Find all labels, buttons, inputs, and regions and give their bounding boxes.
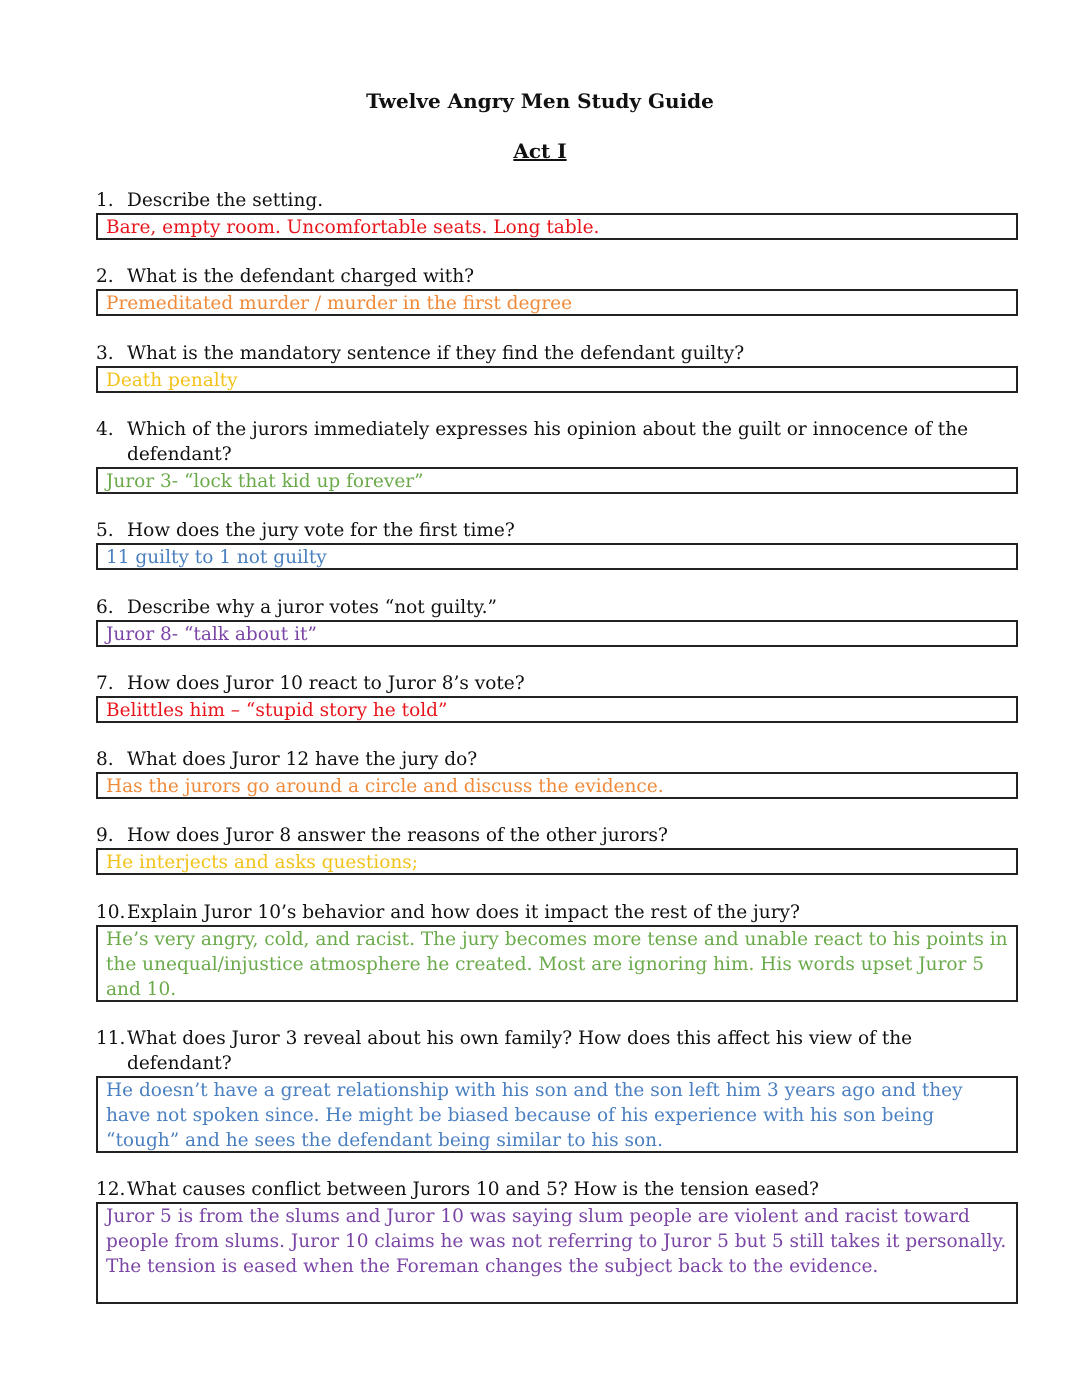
answer-box: He’s very angry, cold, and racist. The jury becomes more tense and unable react to his points in the unequal/injustice atmosphere he created. Most are ignoring him. His words upset Juror 5 and 10. (96, 925, 1018, 1002)
answer-box: Juror 8- “talk about it” (96, 620, 1018, 647)
question-number: 12. (96, 1179, 126, 1200)
question-number: 5. (96, 520, 114, 541)
act-heading: Act I (513, 139, 567, 163)
question-6 (96, 595, 1018, 647)
question-5 (96, 518, 1018, 570)
question-text: Which of the jurors immediately expresses his opinion about the guilt or innocence of the defendant? (127, 419, 969, 465)
question-text: How does Juror 10 react to Juror 8’s vote? (127, 673, 525, 694)
question-number: 1. (96, 190, 114, 211)
question-3 (96, 341, 1018, 393)
answer-box: Has the jurors go around a circle and discuss the evidence. (96, 772, 1018, 799)
question-text: How does Juror 8 answer the reasons of the other jurors? (127, 825, 668, 846)
question-text: Describe why a juror votes “not guilty.” (127, 597, 497, 618)
question-number: 8. (96, 749, 114, 770)
question-text: Explain Juror 10’s behavior and how does it impact the rest of the jury? (127, 902, 800, 923)
question-number: 6. (96, 597, 114, 618)
answer-box: 11 guilty to 1 not guilty (96, 543, 1018, 570)
page-title: Twelve Angry Men Study Guide (366, 89, 714, 113)
question-1 (96, 188, 1018, 240)
answer-box: Belittles him – “stupid story he told” (96, 696, 1018, 723)
answer-box: He doesn’t have a great relationship with his son and the son left him 3 years ago and they have not spoken since. He might be biased because of his experience with his son being “tough” and he sees the defendant being similar to his son. (96, 1076, 1018, 1153)
answer-box: Juror 5 is from the slums and Juror 10 was saying slum people are violent and racist toward people from slums. Juror 10 claims he was not referring to Juror 5 but 5 still takes it personally. The tension is eased when the Foreman changes the subject back to the evidence. (96, 1202, 1018, 1304)
answer-box: Premeditated murder / murder in the first degree (96, 289, 1018, 316)
question-number: 10. (96, 902, 126, 923)
question-8 (96, 747, 1018, 799)
answer-box: He interjects and asks questions; (96, 848, 1018, 875)
question-4 (96, 417, 1018, 494)
question-text: What does Juror 12 have the jury do? (127, 749, 478, 770)
question-number: 7. (96, 673, 114, 694)
question-text: What is the mandatory sentence if they find the defendant guilty? (127, 343, 745, 364)
question-text: Describe the setting. (127, 190, 324, 211)
question-number: 3. (96, 343, 114, 364)
question-number: 9. (96, 825, 114, 846)
question-11 (96, 1026, 1018, 1153)
answer-box: Death penalty (96, 366, 1018, 393)
question-number: 4. (96, 419, 114, 440)
question-text: What causes conflict between Jurors 10 and 5? How is the tension eased? (127, 1179, 819, 1200)
question-2 (96, 264, 1018, 316)
question-text: How does the jury vote for the first time? (127, 520, 515, 541)
question-10 (96, 900, 1018, 1002)
question-12 (96, 1177, 1018, 1304)
question-text: What does Juror 3 reveal about his own family? How does this affect his view of the defendant? (127, 1028, 913, 1074)
question-text: What is the defendant charged with? (127, 266, 475, 287)
question-number: 11. (96, 1028, 126, 1049)
question-number: 2. (96, 266, 114, 287)
answer-box: Bare, empty room. Uncomfortable seats. Long table. (96, 213, 1018, 240)
question-9 (96, 823, 1018, 875)
answer-box: Juror 3- “lock that kid up forever” (96, 467, 1018, 494)
question-7 (96, 671, 1018, 723)
